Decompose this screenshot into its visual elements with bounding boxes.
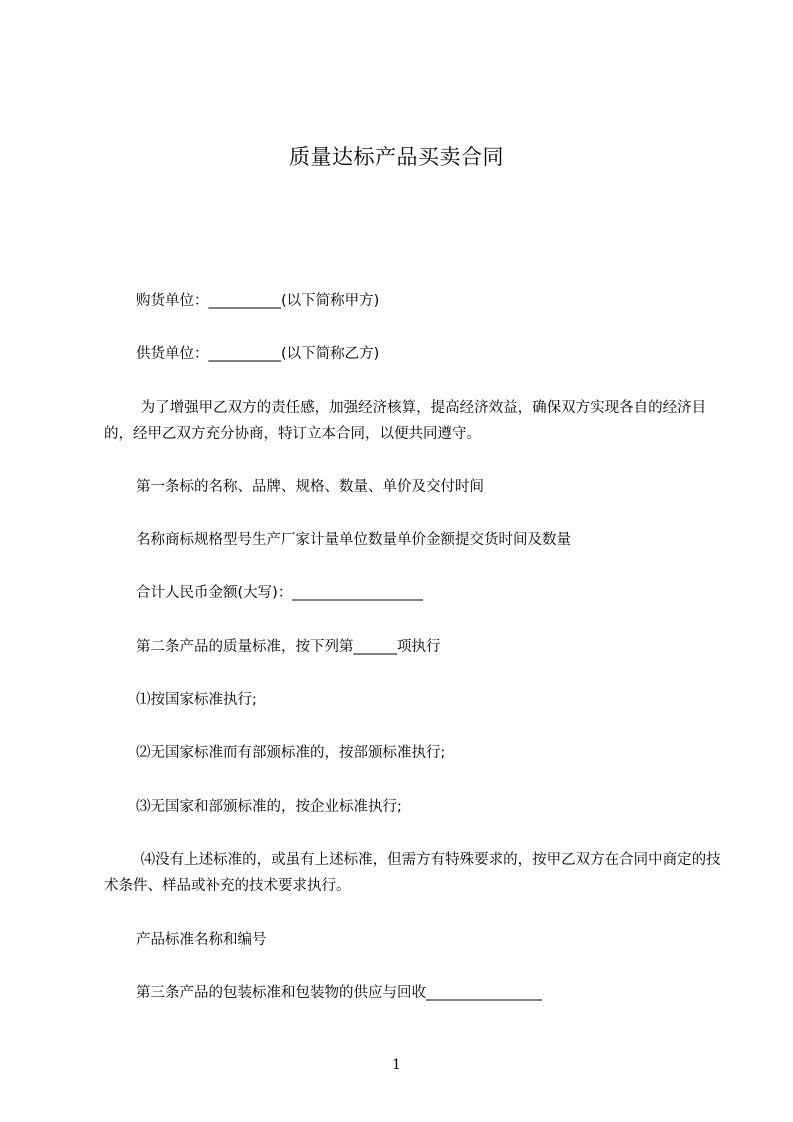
total-amount-line: 合计人民币金额(大写)：__________________ bbox=[136, 585, 423, 601]
standard-item-2: ⑵无国家标准而有部颁标准的，按部颁标准执行; bbox=[136, 745, 446, 761]
buyer-line: 购货单位：__________(以下简称甲方) bbox=[136, 293, 380, 309]
table-columns-line: 名称商标规格型号生产厂家计量单位数量单价金额提交货时间及数量 bbox=[136, 532, 571, 548]
page-number: 1 bbox=[392, 1057, 401, 1073]
article-two-heading: 第二条产品的质量标准，按下列第______项执行 bbox=[136, 639, 441, 655]
standard-item-1: ⑴按国家标准执行; bbox=[136, 692, 257, 708]
standard-item-4: ⑷没有上述标准的，或虽有上述标准，但需方有特殊要求的，按甲乙双方在合同中商定的技术条件、样品或补充的技术要求执行。 bbox=[104, 852, 721, 894]
preamble-paragraph: 为了增强甲乙双方的责任感，加强经济核算，提高经济效益，确保双方实现各自的经济目的，经甲乙双方充分协商，特订立本合同，以便共同遵守。 bbox=[104, 400, 707, 442]
article-three-heading: 第三条产品的包装标准和包装物的供应与回收________________ bbox=[136, 985, 542, 1001]
document-title: 质量达标产品买卖合同 bbox=[289, 145, 504, 169]
standard-item-3: ⑶无国家和部颁标准的，按企业标准执行; bbox=[136, 799, 402, 815]
product-standard-name-line: 产品标准名称和编号 bbox=[136, 932, 267, 948]
supplier-line: 供货单位：__________(以下简称乙方) bbox=[136, 346, 380, 362]
article-one-heading: 第一条标的名称、品牌、规格、数量、单价及交付时间 bbox=[136, 479, 484, 495]
